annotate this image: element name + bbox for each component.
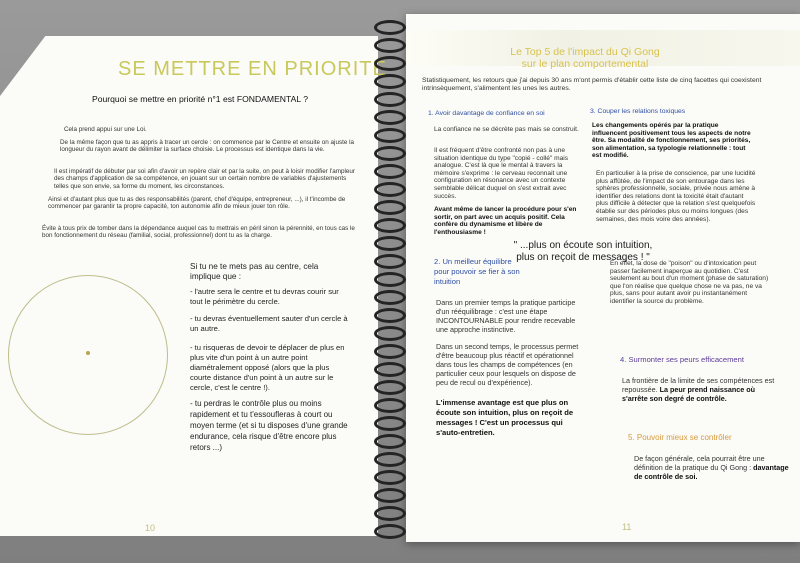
circle-illustration	[8, 275, 168, 435]
left-page-title: SE METTRE EN PRIORITÉ	[118, 58, 387, 80]
binding-ring	[374, 74, 406, 89]
binding-ring	[374, 416, 406, 431]
binding-ring	[374, 452, 406, 467]
section-1-p1: La confiance ne se décrète pas mais se construit.	[434, 126, 579, 133]
left-paragraph-2: De la même façon que tu as appris à tracer un cercle : on commence par le Centre et ensuite on ajuste la longueur du rayon avant de délimiter la surface choisie. Le processus est identique dans la vie.	[60, 139, 355, 154]
binding-ring	[374, 308, 406, 323]
section-1-p3: Avant même de lancer la procédure pour s'en sortir, on part avec un acquis positif. Cela confère du dynamisme et libère de l'enthousiasme !	[434, 206, 577, 236]
section-3-p2: En particulier à la prise de conscience, par une lucidité plus affûtée, de l'impact de son entourage dans les sphères professionnelle, sociale, privée nous amène à identifier des relations dont la toxicité était d'autant plus difficile à détecter que la relation s'est quelquefois établie sur des périodes plus ou moins longues (des semaines, des mois voire des années).	[596, 170, 756, 223]
section-1-p2: Il est fréquent d'être confronté non pas à une situation identique du type "copié - collé" mais analogue. C'est là que le mental à travers la mémoire s'exprime : le cerveau reconnait une configuration en résonance avec un contexte semblable délicat duquel on s'est extrait avec succès.	[434, 147, 569, 200]
section-4-p1	[622, 376, 782, 403]
list-item-3: - tu risqueras de devoir te déplacer de plus en plus vite d'un point à un autre point diamétralement opposé (alors que la plus courte distance d'un point à un autre sur le cercle, c'est le centre !).	[190, 343, 345, 392]
binding-ring	[374, 362, 406, 377]
spiral-binding	[374, 20, 410, 540]
left-paragraph-4: Ainsi et d'autant plus que tu as des responsabilités (parent, chef d'équipe, entrepreneur, ...), il t'incombe de commencer par garantir ta propre capacité, ton autonomie afin de mieux jouer ton rôle.	[48, 196, 346, 211]
binding-ring	[374, 254, 406, 269]
left-paragraph-5: Évite à tous prix de tomber dans la dépendance auquel cas tu mettrais en péril sinon la pérennité, en tous cas le bon fonctionnement du réseau (familial, social, professionnel) dont tu as la charge.	[42, 225, 355, 240]
right-intro: Statistiquement, les retours que j'ai depuis 30 ans m'ont permis d'établir cette liste de cinq facettes qui coexistent intrinsèquement, s'alimentent les unes les autres.	[422, 77, 762, 92]
right-page-title-line1: Le Top 5 de l'impact du Qi Gong	[510, 46, 660, 58]
section-5-p1-a: De façon générale, cela pourrait être une définition de la pratique du Qi Gong :	[634, 454, 765, 472]
binding-ring	[374, 146, 406, 161]
list-item-1: - l'autre sera le centre et tu devras courir sur tout le périmètre du cercle.	[190, 287, 339, 306]
binding-ring	[374, 272, 406, 287]
binding-ring	[374, 92, 406, 107]
section-2-p3: L'immense avantage est que plus on écoute son intuition, plus on reçoit de messages ! C'est un processus qui s'auto-entretien.	[436, 398, 574, 437]
binding-ring	[374, 398, 406, 413]
left-paragraph-3: Il est impératif de débuter par soi afin d'avoir un repère clair et par la suite, on peut à loisir modifier l'ampleur des champs d'application de sa compétence, en jouant sur un certain nombre de variables d'ajustements telles que son envie, sa forme du moment, les circonstances.	[54, 168, 355, 190]
section-1-title: 1. Avoir davantage de confiance en soi	[428, 110, 545, 117]
binding-ring	[374, 380, 406, 395]
binding-ring	[374, 56, 406, 71]
right-page-number: 11	[622, 522, 632, 532]
section-5-p1	[634, 454, 794, 481]
binding-ring	[374, 236, 406, 251]
binding-ring	[374, 470, 406, 485]
binding-ring	[374, 218, 406, 233]
section-3-p1: Les changements opérés par la pratique influencent positivement tous les aspects de notre être. Sa modalité de fonctionnement, ses priorités, son alimentation, sa typologie relationnelle : tout est modifié.	[592, 122, 751, 160]
right-page-title	[470, 46, 700, 70]
list-item-4: - tu perdras le contrôle plus ou moins rapidement et tu t'essoufleras à court ou moyen terme (et si tu disposes d'une grande endurance, cela risque d'être encore plus retors ...)	[190, 399, 348, 452]
section-4-p1-b: La peur prend naissance où s'arrête son degré de contrôle.	[622, 385, 756, 403]
circle-center-dot	[86, 351, 90, 355]
right-page-title-line2: sur le plan comportemental	[521, 58, 649, 70]
section-3-title: 3. Couper les relations toxiques	[590, 108, 686, 115]
left-page-number: 10	[145, 523, 156, 533]
pull-quote: " ...plus on écoute son intuition, plus on reçoit de messages ! "	[513, 240, 653, 263]
section-4-p1-a: La frontière de la limite de ses compétences est repoussée.	[622, 376, 775, 394]
binding-ring	[374, 524, 406, 539]
binding-ring	[374, 326, 406, 341]
binding-ring	[374, 20, 406, 35]
left-page-subtitle: Pourquoi se mettre en priorité n°1 est FONDAMENTAL ?	[92, 94, 308, 104]
binding-ring	[374, 200, 406, 215]
section-2-p2: Dans un second temps, le processus permet d'être beaucoup plus réactif et opérationnel dans tous les champs de compétences (en particulier ceux pour lesquels on dispose de peu de recul ou d'expérience).	[436, 342, 579, 387]
section-5-p1-b: davantage de contrôle de soi.	[634, 463, 789, 481]
section-2-title: 2. Un meilleur équilibre pour pouvoir se fier à son intuition	[434, 257, 520, 286]
left-paragraph-1: Cela prend appui sur une Loi.	[64, 126, 147, 133]
list-item-2: - tu devras éventuellement sauter d'un cercle à un autre.	[190, 314, 348, 333]
section-3-p3: En effet, la dose de "poison" ou d'intoxication peut passer facilement inaperçue au quotidien. C'est seulement au bout d'un moment (phase de saturation) que l'on réalise que quelque chose ne va pas, ne va plus, sans pour autant avoir pu instantanément identifier la source du problème.	[610, 260, 769, 305]
section-5-title: 5. Pouvoir mieux se contrôler	[628, 433, 732, 442]
binding-ring	[374, 164, 406, 179]
binding-ring	[374, 488, 406, 503]
binding-ring	[374, 128, 406, 143]
binding-ring	[374, 344, 406, 359]
binding-ring	[374, 110, 406, 125]
binding-ring	[374, 506, 406, 521]
section-4-title: 4. Surmonter ses peurs efficacement	[620, 355, 744, 364]
binding-ring	[374, 38, 406, 53]
list-intro: Si tu ne te mets pas au centre, cela implique que :	[190, 262, 319, 281]
binding-ring	[374, 182, 406, 197]
binding-ring	[374, 434, 406, 449]
section-2-p1: Dans un premier temps la pratique participe d'un rééquilibrage : c'est une étape INCONTOURNABLE pour rendre recevable une approche instinctive.	[436, 298, 576, 334]
binding-ring	[374, 290, 406, 305]
